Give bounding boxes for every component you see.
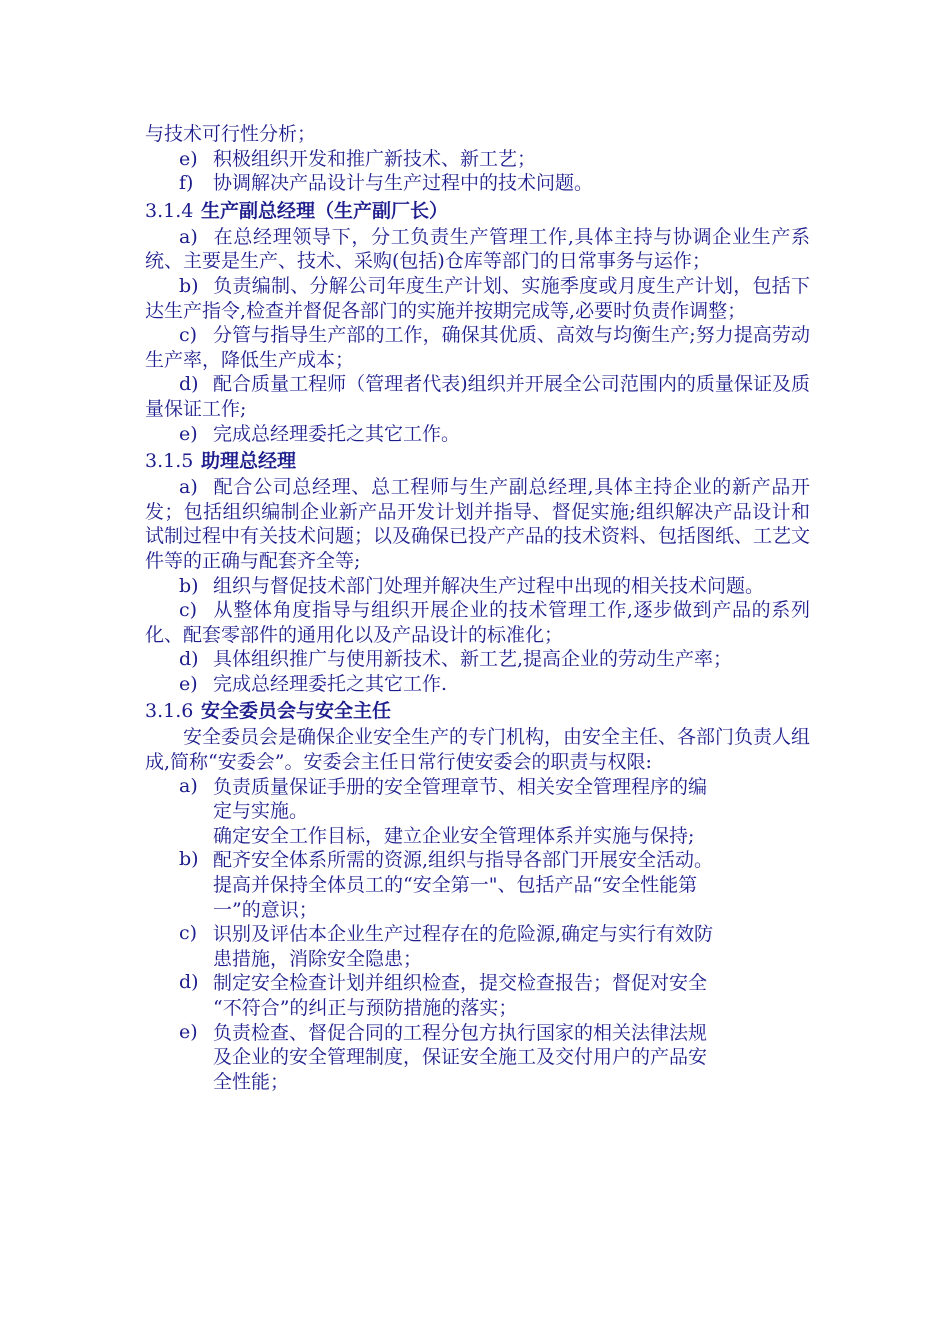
list-item	[145, 422, 810, 447]
list-item	[145, 475, 810, 573]
list-item	[145, 147, 810, 172]
list-marker: a)	[179, 476, 198, 499]
section-intro: 安全委员会是确保企业安全生产的专门机构，由安全主任、各部门负责人组成,简称“安委会”。安委会主任日常行使安委会的职责与权限:	[145, 726, 811, 774]
list-text: 协调解决产品设计与生产过程中的技术问题。	[213, 172, 594, 195]
section-number: 3.1.4	[145, 199, 194, 222]
section-number: 3.1.5	[145, 450, 194, 473]
list-marker: d)	[179, 373, 199, 396]
list-item	[145, 672, 810, 697]
section-title: 生产副总经理（生产副厂长）	[201, 199, 449, 222]
list-text: 分管与指导生产部的工作，确保其优质、高效与均衡生产;努力提高劳动生产率，降低生产成本；	[145, 324, 810, 371]
list-text: 配合质量工程师（管理者代表)组织并开展全公司范围内的质量保证及质量保证工作;	[145, 373, 810, 420]
list-text: 组织与督促技术部门处理并解决生产过程中出现的相关技术问题。	[213, 574, 765, 597]
list-text: 完成总经理委托之其它工作。	[213, 422, 461, 445]
list-text: 在总经理领导下，分工负责生产管理工作,具体主持与协调企业生产系统、主要是生产、技术、采购(包括)仓库等部门的日常事务与运作；	[145, 225, 810, 273]
list-marker: e)	[179, 672, 198, 695]
list-text-line: “不符合”的纠正与预防措施的落实；	[213, 997, 518, 1019]
list-item	[145, 323, 810, 372]
list-item	[145, 971, 810, 1020]
list-text: 积极组织开发和推广新技术、新工艺；	[213, 147, 537, 170]
list-item	[145, 922, 810, 971]
list-text: 从整体角度指导与组织开展企业的技术管理工作,逐步做到产品的系列化、配套零部件的通用化以及产品设计的标准化；	[145, 599, 810, 646]
list-item	[145, 1021, 810, 1095]
list-marker: d)	[179, 971, 199, 994]
list-item	[145, 848, 810, 922]
list-item	[145, 775, 810, 849]
list-marker: e)	[179, 1020, 198, 1043]
list-text: 配合公司总经理、总工程师与生产副总经理,具体主持企业的新产品开发；包括组织编制企业新产品开发计划并指导、督促实施;组织解决产品设计和试制过程中有关技术问题；以及确保已投产产品的技术资料、包括图纸、工艺文件等的正确与配套齐全等;	[145, 476, 811, 572]
list-text-line: 及企业的安全管理制度，保证安全施工及交付用户的产品安	[213, 1046, 708, 1069]
list-item	[145, 372, 810, 421]
list-text-line: 负责质量保证手册的安全管理章节、相关安全管理程序的编	[213, 775, 708, 798]
list-marker: f)	[179, 172, 194, 195]
list-marker: c)	[179, 324, 198, 347]
list-marker: d)	[179, 648, 199, 671]
list-item	[145, 225, 810, 274]
list-text-line: 提高并保持全体员工的“安全第一"、包括产品“安全性能第	[213, 874, 698, 897]
list-text-line: 患措施，消除安全隐患；	[213, 947, 423, 970]
list-marker: a)	[179, 774, 198, 797]
list-text-line: 定与实施。	[213, 800, 309, 823]
list-text-line: 确定安全工作目标，建立企业安全管理体系并实施与保持;	[213, 824, 695, 847]
list-item	[145, 171, 810, 196]
document-page	[145, 122, 810, 1094]
section-title: 安全委员会与安全主任	[201, 700, 392, 723]
list-text: 完成总经理委托之其它工作.	[213, 672, 448, 695]
list-marker: b)	[179, 274, 199, 297]
list-marker: c)	[179, 599, 198, 622]
list-marker: b)	[179, 574, 199, 597]
list-text-line: 一”的意识；	[213, 898, 318, 921]
section-title: 助理总经理	[201, 450, 297, 473]
list-marker: e)	[179, 422, 198, 445]
list-text-line: 识别及评估本企业生产过程存在的危险源,确定与实行有效防	[213, 923, 714, 946]
list-marker: c)	[179, 922, 198, 945]
section-heading	[145, 448, 810, 475]
section-heading	[145, 198, 810, 225]
section-number: 3.1.6	[145, 700, 194, 723]
list-text-line: 负责检查、督促合同的工程分包方执行国家的相关法律法规	[213, 1021, 708, 1044]
list-marker: e)	[179, 147, 198, 170]
list-item	[145, 598, 810, 647]
section-heading	[145, 698, 810, 725]
list-marker: b)	[179, 848, 199, 871]
list-text-line: 配齐安全体系所需的资源,组织与指导各部门开展安全活动。	[213, 849, 714, 872]
list-item	[145, 574, 810, 599]
list-text-line: 制定安全检查计划并组织检查，提交检查报告；督促对安全	[213, 972, 708, 995]
list-item	[145, 274, 810, 323]
list-marker: a)	[179, 225, 198, 248]
list-text: 负责编制、分解公司年度生产计划、实施季度或月度生产计划，包括下达生产指令,检查并督促各部门的实施并按期完成等,必要时负责作调整；	[145, 274, 810, 322]
list-text-line: 全性能；	[213, 1070, 290, 1093]
list-text: 具体组织推广与使用新技术、新工艺,提高企业的劳动生产率；	[213, 648, 733, 671]
list-item	[145, 647, 810, 672]
continuation-text: 与技术可行性分析；	[145, 123, 317, 145]
